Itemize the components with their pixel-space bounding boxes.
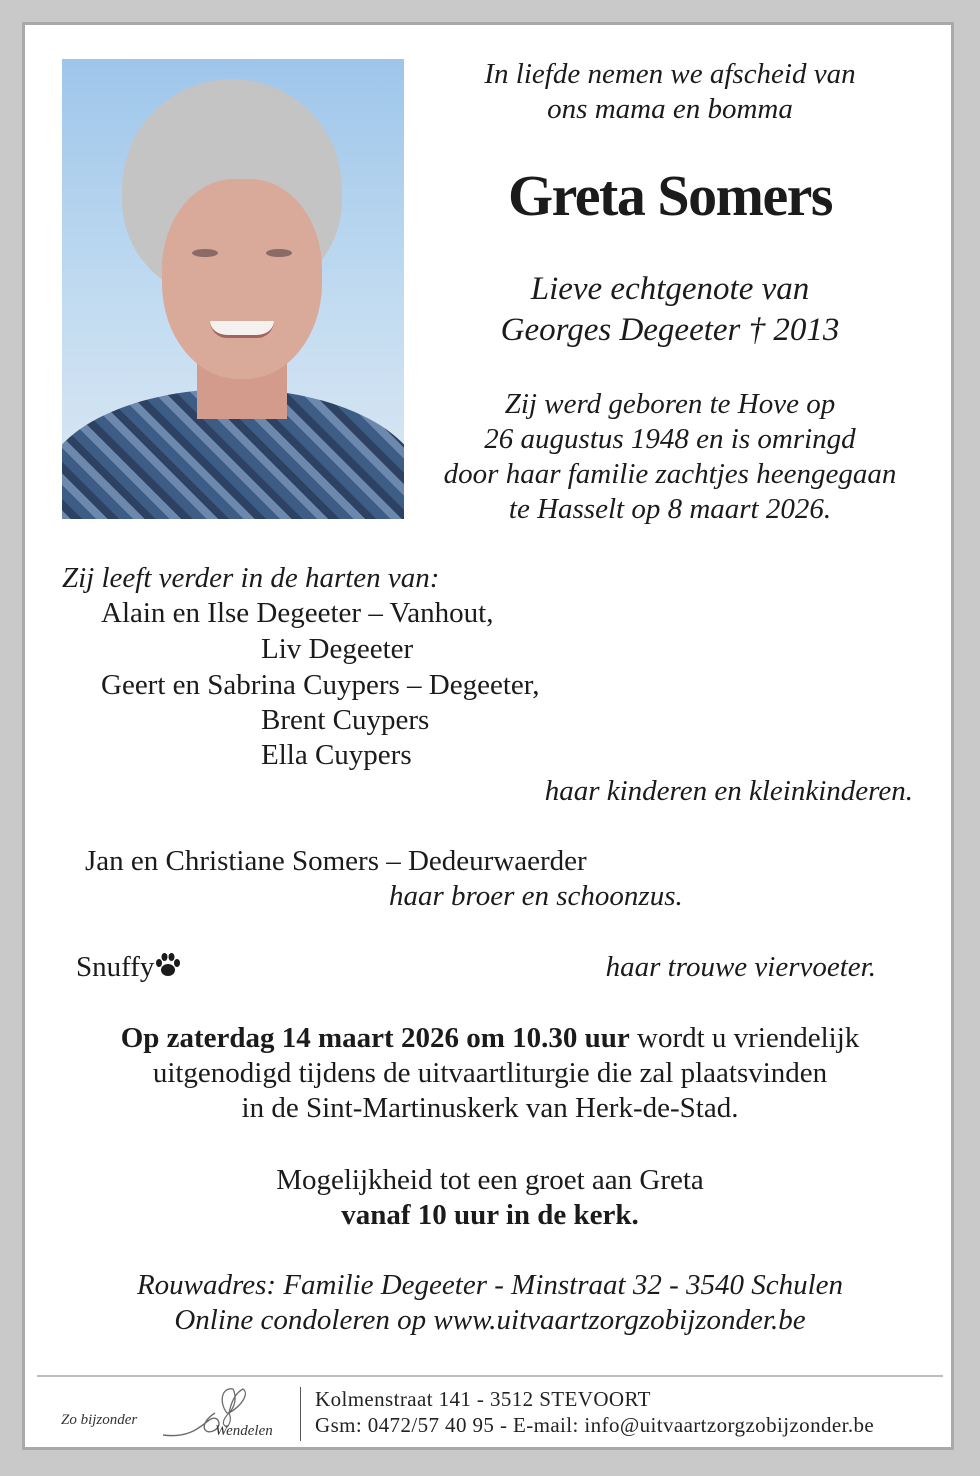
greeting-line: Mogelijkheid tot een groet aan Greta bbox=[276, 1164, 704, 1196]
family-line: Jan en Christiane Somers – Dedeurwaerder bbox=[85, 845, 587, 877]
portrait-photo bbox=[62, 59, 404, 519]
family-line: Geert en Sabrina Cuypers – Degeeter, bbox=[101, 669, 540, 701]
life-line: Zij werd geboren te Hove op bbox=[504, 388, 836, 420]
life-line: te Hasselt op 8 maart 2026. bbox=[508, 493, 832, 525]
pet-line bbox=[76, 951, 182, 984]
family-role: haar broer en schoonzus. bbox=[389, 880, 683, 912]
pet-name: Snuffy bbox=[76, 951, 155, 983]
intro-line: In liefde nemen we afscheid van bbox=[484, 58, 856, 90]
ceremony-line: uitgenodigd tijdens de uitvaartliturgie die zal plaatsvinden bbox=[152, 1057, 828, 1089]
intro-line: ons mama en bomma bbox=[547, 93, 793, 125]
photo-face bbox=[162, 179, 322, 379]
family-line: Ella Cuypers bbox=[261, 739, 412, 771]
life-line: 26 augustus 1948 en is omringd bbox=[484, 423, 856, 455]
spouse-line: Lieve echtgenote van bbox=[530, 271, 810, 307]
contact-text bbox=[35, 1268, 945, 1338]
ceremony-date: Op zaterdag 14 maart 2026 om 10.30 uur bbox=[120, 1022, 630, 1054]
greeting-time: vanaf 10 uur in de kerk. bbox=[341, 1199, 639, 1231]
ceremony-text bbox=[35, 1021, 945, 1126]
photo-smile bbox=[210, 321, 274, 338]
life-line: door haar familie zachtjes heengegaan bbox=[443, 458, 897, 490]
spouse-line: Georges Degeeter † 2013 bbox=[500, 312, 840, 348]
spouse-text bbox=[425, 269, 915, 351]
intro-text bbox=[425, 57, 915, 127]
life-details bbox=[425, 387, 915, 527]
ceremony-line: in de Sint-Martinuskerk van Herk-de-Stad. bbox=[241, 1092, 739, 1124]
family-role: haar kinderen en kleinkinderen. bbox=[544, 775, 913, 807]
photo-eye-left bbox=[192, 249, 218, 257]
logo-text-right: Wendelen bbox=[215, 1423, 273, 1439]
mourning-address: Rouwadres: Familie Degeeter - Minstraat 32 - 3540 Schulen bbox=[136, 1269, 844, 1301]
footer-vertical-divider bbox=[300, 1387, 301, 1441]
online-condolence: Online condoleren op www.uitvaartzorgzobijzonder.be bbox=[174, 1304, 806, 1336]
paw-icon bbox=[154, 952, 182, 978]
logo-text-left: Zo bijzonder bbox=[61, 1412, 138, 1428]
family-line: Liv Degeeter bbox=[261, 633, 414, 665]
photo-eye-right bbox=[266, 249, 292, 257]
deceased-name: Greta Somers bbox=[508, 163, 832, 228]
ceremony-invite: wordt u vriendelijk bbox=[629, 1022, 860, 1054]
ceremony-line bbox=[35, 1021, 945, 1056]
footer-divider bbox=[37, 1375, 943, 1377]
family-role: haar trouwe viervoeter. bbox=[605, 951, 876, 983]
funeral-home-contact: Gsm: 0472/57 40 95 - E-mail: info@uitvaartzorgzobijzonder.be bbox=[315, 1413, 875, 1437]
family-line: Alain en Ilse Degeeter – Vanhout, bbox=[101, 597, 494, 629]
family-line: Brent Cuypers bbox=[261, 704, 430, 736]
family-intro: Zij leeft verder in de harten van: bbox=[62, 562, 440, 594]
obituary-card bbox=[22, 22, 954, 1450]
greeting-text bbox=[35, 1163, 945, 1233]
funeral-home-address: Kolmenstraat 141 - 3512 STEVOORT bbox=[315, 1387, 651, 1411]
